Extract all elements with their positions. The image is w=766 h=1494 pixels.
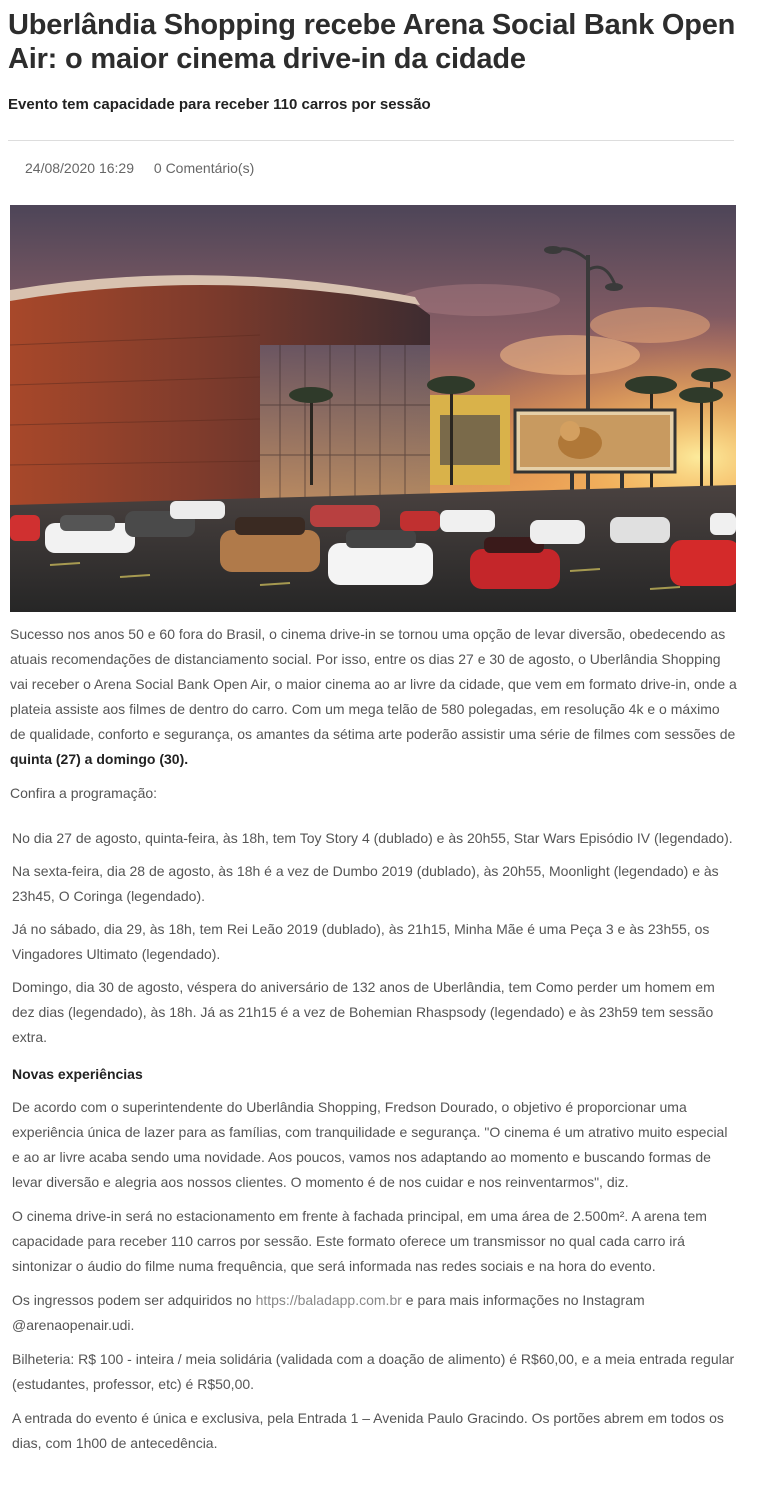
paragraph-local: O cinema drive-in será no estacionamento em frente à fachada principal, em uma área de 2.500m². A arena tem capacidade para receber 110 carros por sessão. Este formato oferece um transmissor no qual cada carro irá sintonizar o áudio do filme numa frequência, que será informada nas redes sociais e na hora do evento.: [12, 1208, 707, 1274]
schedule-item: Na sexta-feira, dia 28 de agosto, às 18h é a vez de Dumbo 2019 (dublado), às 20h55, Moonlight (legendado) e às 23h45, O Coringa (legendado).: [12, 863, 719, 904]
comments-link[interactable]: 0 Comentário(s): [153, 160, 255, 176]
section-heading: Novas experiências: [12, 1066, 143, 1082]
paragraph-intro: [10, 622, 738, 772]
drive-in-cinema-rendering-icon: [10, 205, 736, 612]
paragraph-entrada: A entrada do evento é única e exclusiva, pela Entrada 1 – Avenida Paulo Gracindo. Os portões abrem em todos os dias, com 1h00 de antecedência.: [12, 1410, 724, 1451]
paragraph-bilheteria: Bilheteria: R$ 100 - inteira / meia solidária (validada com a doação de alimento) é R$60,00, e a meia entrada regular (estudantes, professor, etc) é R$50,00.: [12, 1351, 735, 1392]
paragraph-confira: Confira a programação:: [10, 785, 158, 801]
schedule-item: No dia 27 de agosto, quinta-feira, às 18h, tem Toy Story 4 (dublado) e às 20h55, Star Wars Episódio IV (legendado).: [12, 830, 733, 846]
baladapp-link[interactable]: https://baladapp.com.br: [255, 1292, 402, 1308]
intro-text: Sucesso nos anos 50 e 60 fora do Brasil, o cinema drive-in se tornou uma opção de levar diversão, obedecendo as atuais recomendações de distanciamento social. Por isso, entre os dias 27 e 30 de agosto, o Uberlândia Shopping vai receber o Arena Social Bank Open Air, o maior cinema ao ar livre da cidade, que vem em formato drive-in, onde a plateia assiste aos filmes de dentro do carro. Com um mega telão de 580 polegadas, em resolução 4k e o máximo de qualidade, conforto e segurança, os amantes da sétima arte poderão assistir uma série de filmes com sessões de: [10, 626, 737, 742]
article-title: Uberlândia Shopping recebe Arena Social Bank Open Air: o maior cinema drive-in da cidade: [8, 9, 736, 75]
ingressos-text-after: e para mais informações no Instagram @arenaopenair.udi.: [12, 1292, 645, 1333]
hero-image: [10, 205, 736, 612]
schedule-item: Domingo, dia 30 de agosto, véspera do aniversário de 132 anos de Uberlândia, tem Como perder um homem em dez dias (legendado), às 18h. Já as 21h15 é a vez de Bohemian Rhaspsody (legendado) e às 23h59 tem sessão extra.: [12, 979, 715, 1045]
intro-strong: quinta (27) a domingo (30).: [10, 751, 189, 767]
paragraph-experiencias: De acordo com o superintendente do Uberlândia Shopping, Fredson Dourado, o objetivo é proporcionar uma experiência única de lazer para as famílias, com tranquilidade e segurança. "O cinema é um atrativo muito especial e ao ar livre acaba sendo uma novidade. Aos poucos, vamos nos adaptando ao momento e buscando formas de levar diversão e alegria aos nossos clientes. O momento é de nos cuidar e nos reinventarmos", diz.: [12, 1099, 728, 1190]
article-meta: [25, 158, 254, 178]
ingressos-text: Os ingressos podem ser adquiridos no: [12, 1292, 256, 1308]
article-body: [10, 622, 738, 1465]
paragraph-ingressos: [12, 1288, 738, 1338]
schedule-list: [10, 826, 738, 1050]
schedule-item: Já no sábado, dia 29, às 18h, tem Rei Leão 2019 (dublado), às 21h15, Minha Mãe é uma Peça 3 e às 23h55, os Vingadores Ultimato (legendado).: [12, 921, 710, 962]
divider: [8, 140, 734, 141]
publish-date: 24/08/2020 16:29: [25, 160, 134, 176]
article-subtitle: Evento tem capacidade para receber 110 carros por sessão: [8, 96, 431, 113]
